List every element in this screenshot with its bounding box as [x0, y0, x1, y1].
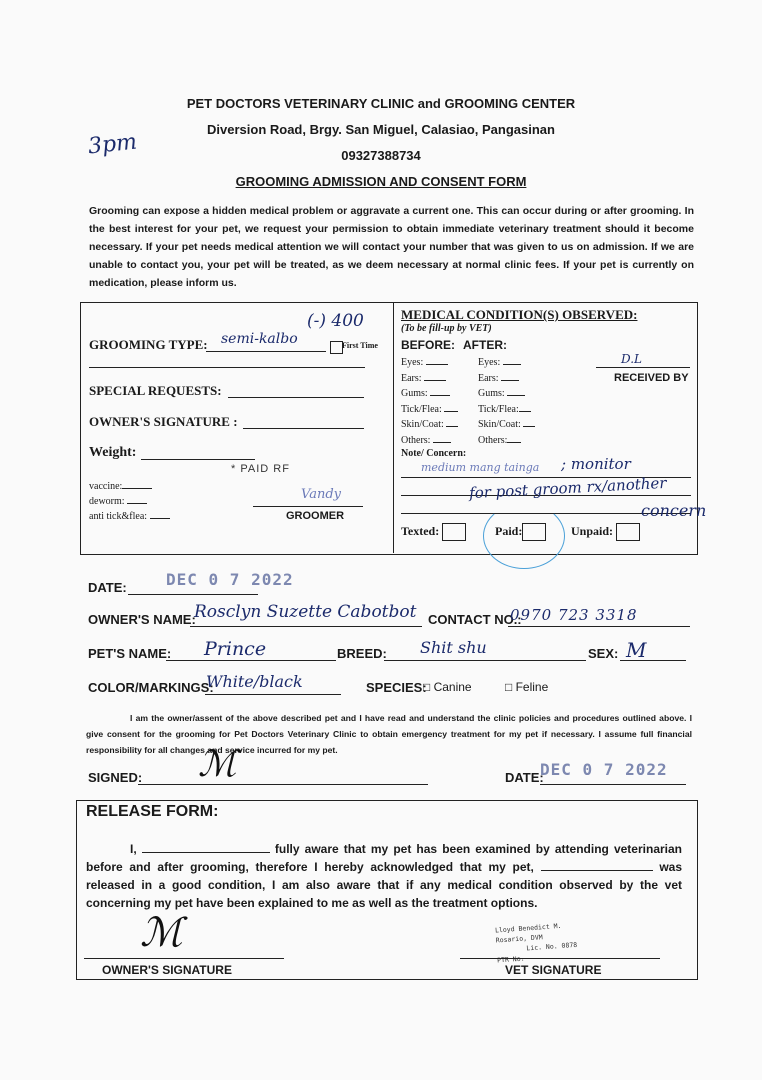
form-title-text: GROOMING ADMISSION AND CONSENT FORM — [235, 174, 527, 189]
release-text-2: was released in a good condition, I am also aware that if any medical condition observed by the vet concerning my pet have been explained to me as well as the treatment options. — [86, 860, 682, 910]
grooming-type-line-2 — [89, 367, 365, 368]
column-divider — [393, 303, 394, 553]
first-time-label: First Time — [342, 341, 378, 350]
color-label: COLOR/MARKINGS: — [88, 680, 214, 695]
after-item: Eyes: — [478, 355, 535, 371]
release-name-line[interactable] — [142, 852, 270, 853]
before-item: Eyes: — [401, 355, 458, 371]
grooming-price: (-) 400 — [307, 311, 364, 331]
weight-line[interactable] — [141, 459, 255, 460]
vaccine-line[interactable] — [122, 488, 152, 489]
note-handwriting-1: medium mang tainga — [421, 461, 540, 474]
texted-field — [401, 523, 466, 541]
texted-label: Texted: — [401, 523, 440, 538]
paid-circle-mark — [483, 503, 565, 569]
vet-stamp-line3: PTR No. — [496, 954, 525, 965]
signed-signature: ℳ — [198, 744, 237, 785]
unpaid-field — [571, 523, 640, 541]
clinic-address: Diversion Road, Brgy. San Miguel, Calasiao, Pangasinan — [207, 122, 555, 137]
breed-label: BREED: — [337, 646, 387, 661]
special-requests-label: SPECIAL REQUESTS: — [89, 383, 222, 398]
release-pet-line[interactable] — [541, 870, 653, 871]
consent-date-label: DATE: — [505, 770, 544, 785]
received-by-line — [596, 367, 690, 368]
release-text-1: fully aware that my pet has been examined by attending veterinarian before and after grooming, therefore I hereby acknowledged that my pet, — [86, 842, 682, 874]
weight-label: Weight: — [89, 445, 137, 460]
grooming-type-value: semi-kalbo — [221, 331, 298, 347]
consent-date-line — [540, 784, 686, 785]
vet-stamp-line1: Lloyd Benedict M. Rosario, DVM — [494, 921, 562, 945]
pet-name-line — [166, 660, 336, 661]
groomer-label: GROOMER — [286, 510, 345, 522]
unpaid-checkbox[interactable] — [616, 523, 640, 541]
owner-sig-rule — [84, 958, 284, 959]
grooming-type-label: GROOMING TYPE: — [89, 337, 208, 352]
vet-sig-rule — [460, 958, 660, 959]
date-line — [128, 594, 258, 595]
received-initials: D.L — [621, 352, 642, 366]
after-item: Others: — [478, 433, 535, 449]
pet-name-label: PET'S NAME: — [88, 646, 172, 661]
date-label: DATE: — [88, 580, 127, 595]
note-label: Note/ Concern: — [401, 448, 467, 459]
note-handwriting-2: for post groom rx/another — [468, 473, 667, 503]
species-label: SPECIES: — [366, 680, 427, 695]
release-paragraph — [86, 840, 682, 912]
antitick-label — [89, 511, 170, 522]
groomer-line — [253, 506, 363, 507]
unpaid-label: Unpaid: — [571, 523, 614, 538]
medical-subtitle: (To be fill-up by VET) — [401, 323, 492, 334]
before-label: BEFORE: — [401, 338, 455, 352]
owner-signature-label: OWNER'S SIGNATURE : — [89, 414, 238, 429]
antitick-text: anti tick&flea: — [89, 511, 148, 522]
breed-line — [384, 660, 586, 661]
grooming-type-line — [206, 351, 326, 352]
after-item: Ears: — [478, 371, 535, 387]
contact-label: CONTACT NO.: — [428, 612, 522, 627]
date-stamp: DEC 0 7 2022 — [166, 570, 294, 589]
clinic-phone: 09327388734 — [341, 148, 421, 163]
feline-option[interactable]: □ Feline — [505, 680, 549, 694]
sex-label: SEX: — [588, 646, 619, 661]
color-value: White/black — [206, 672, 303, 691]
texted-checkbox[interactable] — [442, 523, 466, 541]
owner-name-label: OWNER'S NAME: — [88, 612, 196, 627]
admission-box — [80, 302, 707, 555]
paid-label: Paid: — [495, 523, 523, 538]
signed-label: SIGNED: — [88, 770, 143, 785]
after-list — [478, 355, 535, 448]
vaccine-text: vaccine: — [89, 481, 123, 492]
groomer-name: Vandy — [301, 487, 341, 502]
before-item: Skin/Coat: — [401, 417, 458, 433]
breed-value: Shit shu — [420, 638, 487, 657]
after-item: Skin/Coat: — [478, 417, 535, 433]
before-item: Gums: — [401, 386, 458, 402]
time-note: 3pm — [86, 129, 139, 160]
release-owner-signature: ℳ — [140, 910, 183, 956]
received-by-label: RECEIVED BY — [614, 372, 689, 384]
owner-sig-label: OWNER'S SIGNATURE — [102, 963, 232, 977]
signed-line — [138, 784, 428, 785]
release-title: RELEASE FORM: — [86, 803, 219, 820]
consent-date-stamp: DEC 0 7 2022 — [540, 760, 668, 779]
contact-value: 0970 723 3318 — [510, 606, 638, 624]
owner-signature-line[interactable] — [243, 428, 364, 429]
note-handwriting-1b: ; monitor — [561, 455, 631, 473]
clinic-name: PET DOCTORS VETERINARY CLINIC and GROOMING CENTER — [186, 96, 576, 111]
before-item: Tick/Flea: — [401, 402, 458, 418]
before-item: Ears: — [401, 371, 458, 387]
color-line — [205, 694, 341, 695]
after-item: Gums: — [478, 386, 535, 402]
release-i: I, — [130, 842, 137, 856]
paid-note: * PAID RF — [231, 463, 290, 475]
vaccine-label — [89, 481, 152, 492]
intro-paragraph: Grooming can expose a hidden medical problem or aggravate a current one. This can occur during or after grooming. In the best interest for your pet, we request your permission to obtain immediate veterinary treatment should it become necessary. If your pet needs medical attention we will contact your number that was given to us on admission. If we are unable to contact you, your pet will be treated, as we deem necessary at normal clinic fees. If your pet is currently on medication, please inform us. — [89, 205, 694, 289]
deworm-line[interactable] — [127, 503, 147, 504]
owner-name-value: Rosclyn Suzette Cabotbot — [194, 602, 417, 622]
special-requests-line[interactable] — [228, 397, 364, 398]
deworm-text: deworm: — [89, 496, 125, 507]
owner-name-line — [190, 626, 422, 627]
antitick-line[interactable] — [150, 518, 170, 519]
after-label: AFTER: — [463, 338, 507, 352]
after-item: Tick/Flea: — [478, 402, 535, 418]
medical-title: MEDICAL CONDITION(S) OBSERVED: — [401, 307, 638, 322]
pet-name-value: Prince — [204, 638, 267, 660]
vet-sig-label: VET SIGNATURE — [505, 963, 602, 977]
before-item: Others: — [401, 433, 458, 449]
note-handwriting-3: concern — [641, 501, 707, 520]
contact-line — [508, 626, 690, 627]
canine-option[interactable]: □ Canine — [423, 680, 472, 694]
deworm-label — [89, 496, 147, 507]
form-title — [0, 174, 762, 189]
vet-stamp-line2: Lic. No. 0878 — [526, 940, 578, 953]
before-list — [401, 355, 458, 448]
consent-paragraph: I am the owner/assent of the above described pet and I have read and understand the clinic policies and procedures outlined above. I give consent for the grooming for Pet Doctors Veterinary Clinic to obtain emergency treatment for my pet if necessary. I assume full financial responsibility for all changes and service incurred for my pet. — [86, 713, 692, 755]
sex-value: M — [626, 638, 647, 662]
